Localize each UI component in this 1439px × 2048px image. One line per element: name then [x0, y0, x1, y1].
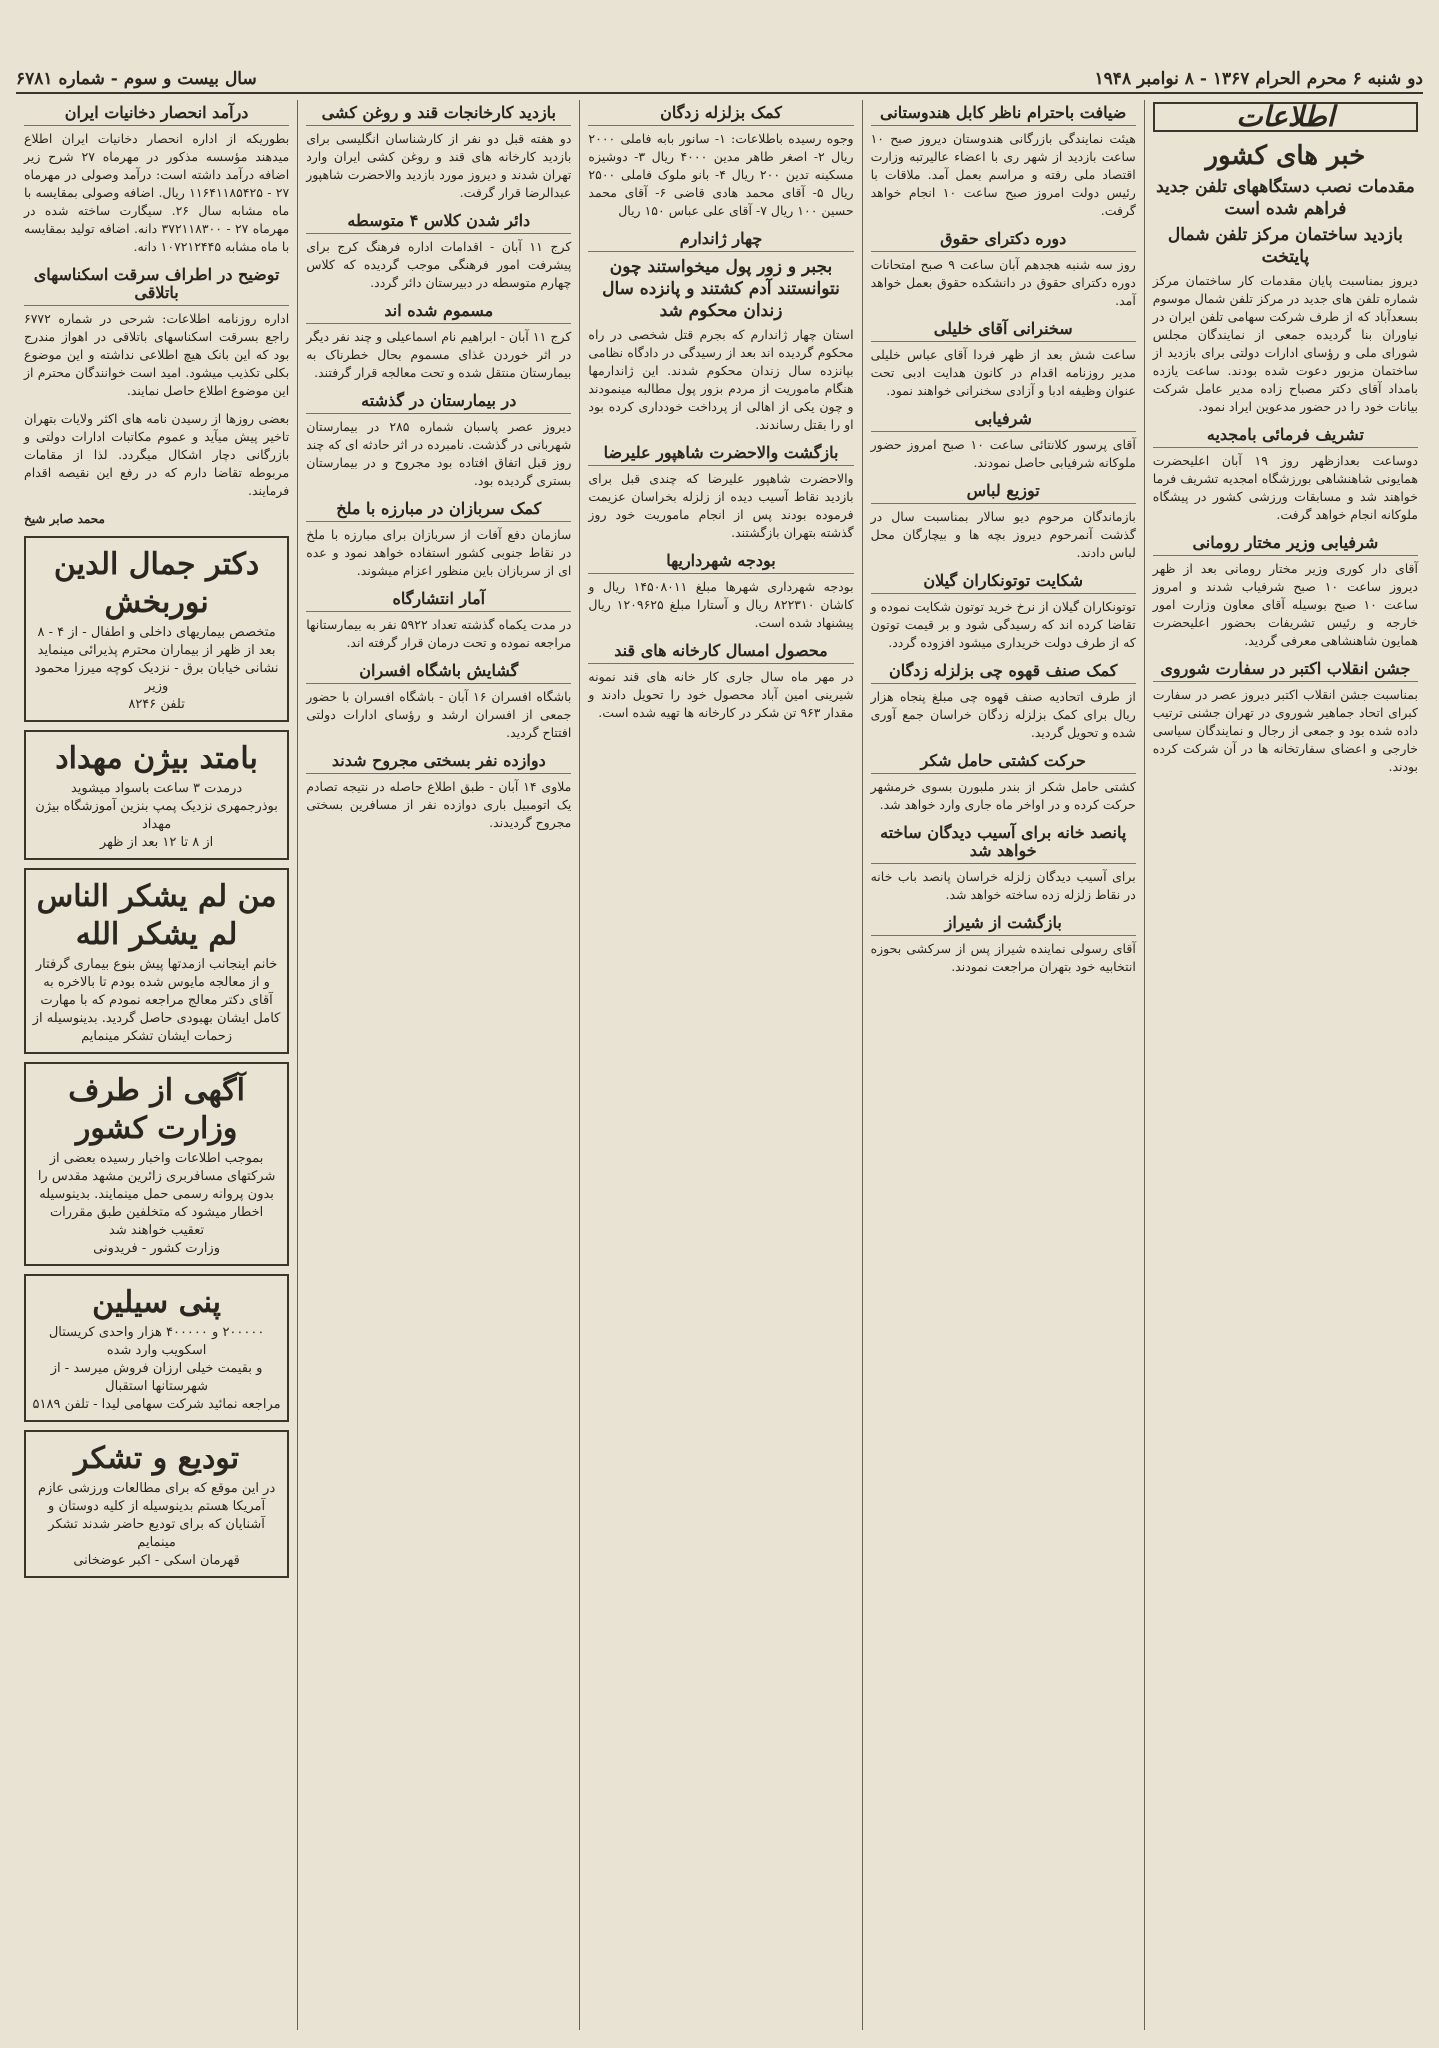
- article: [588, 104, 853, 220]
- article-title: در بیمارستان در گذشته: [306, 392, 571, 414]
- article-body: دو هفته قبل دو نفر از کارشناسان انگلیسی برای بازدید کارخانه های قند و روغن کشی ایران وارد تهران شدند و دیروز مورد بازدید والاحضرت شاهپور عبدالرضا قرار گرفت.: [306, 131, 572, 200]
- article-title: بودجه شهرداریها: [588, 552, 853, 574]
- article-title: بازگشت از شیراز: [871, 914, 1136, 936]
- article-title: کمک سربازان در مبارزه با ملخ: [306, 500, 571, 522]
- ad-line: مراجعه نمائید شرکت سهامی لیدا - تلفن ۵۱۸۹: [32, 1397, 281, 1412]
- article-body: آقای پرسور کلانتائی ساعت ۱۰ صبح امروز حضور ملوکانه شرفیابی حاصل نمودند.: [870, 437, 1136, 470]
- article-body: بودجه شهرداری شهرها مبلغ ۱۴۵۰۸۰۱۱ ریال و کاشان ۸۲۲۳۱۰ ریال و آستارا مبلغ ۱۲۰۹۶۲۵ ریال پیشنهاد شده است.: [588, 579, 854, 630]
- article-body: بمناسبت جشن انقلاب اکتبر دیروز عصر در سفارت کبرای اتحاد جماهیر شوروی در تهران جشنی ترتیب داده شده بود و جمعی از رجال و نمایندگان سیاسی خارجی و اعضای سفارتخانه ها در آن شرکت کرده بودند.: [1152, 687, 1418, 774]
- advertisement: [24, 1062, 289, 1266]
- advertisement: [24, 536, 289, 722]
- ad-headline: من لم یشکر الناس لم یشکر الله: [36, 879, 277, 952]
- ad-line: بوذرجمهری نزدیک پمپ بنزین آموزشگاه بیژن مهداد: [35, 799, 278, 832]
- article: [306, 662, 571, 742]
- ad-line: وزارت کشور - فریدونی: [93, 1241, 220, 1256]
- article-lead: بازدید ساختمان مرکز تلفن شمال پایتخت: [1167, 225, 1403, 267]
- article: [1153, 534, 1418, 650]
- article-title: کمک صنف قهوه چی بزلزله زدگان: [871, 662, 1136, 684]
- article-title: دائر شدن کلاس ۴ متوسطه: [306, 212, 571, 234]
- article-body: سازمان دفع آفات از سربازان برای مبارزه با ملخ در نقاط جنوبی کشور استفاده خواهد نمود و عده ای از سربازان باین منظور اعزام میشوند.: [306, 527, 572, 578]
- ad-headline: بامتد بیژن مهداد: [55, 741, 258, 776]
- article-title: کمک بزلزله زدگان: [588, 104, 853, 126]
- article: [588, 444, 853, 542]
- article-body: در مهر ماه سال جاری کار خانه های قند نمونه شیرینی امین آباد محصول خود را تحویل دادند و مقدار ۹۶۳ تن شکر در کارخانه ها تهیه شده است.: [588, 669, 854, 720]
- article-title: شرفیابی وزیر مختار رومانی: [1153, 534, 1418, 556]
- ad-line: ۲۰۰۰۰۰ و ۴۰۰۰۰۰ هزار واحدی کریستال اسکویب وارد شده: [48, 1325, 265, 1358]
- article-title: بازدید کارخانجات قند و روغن کشی: [306, 104, 571, 126]
- article-title: آمار انتشارگاه: [306, 590, 571, 612]
- article-signature: محمد صابر شیخ: [23, 512, 105, 526]
- newspaper-logo: اطلاعات: [1153, 102, 1418, 132]
- advertisement: [24, 868, 289, 1054]
- ad-headline: پنی سیلین: [92, 1285, 222, 1320]
- article-body: بازماندگان مرحوم دیو سالار بمناسبت سال در گذشت آنمرحوم دیروز بچه ها و بیچارگان محل لباس دادند.: [870, 509, 1136, 560]
- article-subtitle: بجبر و زور پول میخواستند چون نتوانستند آدم کشتند و پانزده سال زندان محکوم شد: [602, 257, 840, 321]
- article: [871, 230, 1136, 310]
- masthead: [16, 66, 1423, 94]
- ad-line: نشانی خیابان برق - نزدیک کوچه میرزا محمود وزیر: [34, 661, 279, 694]
- article-title: تشریف فرمائی بامجدیه: [1153, 426, 1418, 448]
- article-title: درآمد انحصار دخانیات ایران: [24, 104, 289, 126]
- article-body: کرج ۱۱ آبان - ابراهیم نام اسماعیلی و چند نفر دیگر در اثر خوردن غذای مسموم بحال خطرناک به بیمارستان منتقل شده و تحت معالجه قرار گرفتند.: [306, 329, 572, 380]
- ad-line: از ۸ تا ۱۲ بعد از ظهر: [99, 835, 214, 850]
- article-title: گشایش باشگاه افسران: [306, 662, 571, 684]
- advertisement: [24, 1274, 289, 1422]
- article-body: روز سه شنبه هجدهم آبان ساعت ۹ صبح امتحانات دوره دکترای حقوق در دانشکده حقوق بعمل خواهد آمد.: [870, 257, 1136, 308]
- article-title: چهار ژاندارم: [588, 230, 853, 252]
- article-body: اداره روزنامه اطلاعات: شرحی در شماره ۶۷۷۲ راجع بسرقت اسکناسهای باتلاقی در اهواز مندرج بود که این بانک هیچ اطلاعی نداشته و این موضوع بکلی تکذیب میشود. امید است خوانندگان محترم از این موضوع اطلاع حاصل نمایند.: [23, 311, 290, 398]
- article-body: بطوریکه از اداره انحصار دخانیات ایران اطلاع میدهند مؤسسه مذکور در مهرماه ۲۷ شرح زیر اضافه درآمد داشته است: درآمد وصولی در مهرماه ۲۷ - ۱۱۶۴۱۱۸۵۴۲۵ ریال. اضافه وصولی بمقایسه با ماه مشابه سال ۲۶. سیگارت ساخته شده در مهرماه ۲۷ - ۳۷۲۱۱۸۳۰۰ دانه. اضافه تولید بمقایسه با ماه مشابه ۱۰۷۲۱۲۴۴۵ دانه.: [23, 131, 290, 254]
- article: [306, 392, 571, 490]
- article-title: حرکت کشتی حامل شکر: [871, 752, 1136, 774]
- article: [588, 552, 853, 632]
- article-title: شرفیابی: [871, 410, 1136, 432]
- article: [871, 410, 1136, 472]
- column-1: [1144, 100, 1426, 2030]
- masthead-issue: سال بیست و سوم - شماره ۶۷۸۱: [16, 69, 257, 89]
- article: [24, 104, 289, 256]
- ad-line: در این موقع که برای مطالعات ورزشی عازم آمریکا هستم بدینوسیله از کلیه دوستان و آشنایان که برای تودیع حاضر شدند تشکر مینمایم: [37, 1481, 276, 1550]
- article-title: سخنرانی آقای خلیلی: [871, 320, 1136, 342]
- ad-line: خانم اینجانب ازمدتها پیش بنوع بیماری گرفتار و از معالجه مایوس شده بودم تا بالاخره به آقای دکتر معالج مراجعه نمودم که با مهارت کامل ایشان بهبودی حاصل گردید. بدینوسیله از زحمات ایشان تشکر مینمایم: [32, 957, 281, 1044]
- article: [24, 410, 289, 500]
- article-body: استان چهار ژاندارم که بجرم قتل شخصی در راه محکوم گردیده اند بعد از رسیدگی در دادگاه نظامی بپانزده سال زندان محکوم شدند. این ژاندارمها هنگام ماموریت از مردم بزور پول مطالبه مینمودند و چون یکی از اهالی از پرداخت خودداری کرده بود او را بقتل رساندند.: [588, 327, 854, 432]
- article-title: مسموم شده اند: [306, 302, 571, 324]
- article-title: خبر های کشور: [1205, 141, 1366, 171]
- article: [306, 302, 571, 382]
- article-body: وجوه رسیده باطلاعات: ۱- سانور بابه فاملی ۲۰۰۰ ریال ۲- اصغر طاهر مدین ۴۰۰۰ ریال ۳- دوشیزه مسکینه تدین ۲۰۰ ریال ۴- بانو ملوک فاملی ۲۵۰۰ ریال ۵- آقای محمد هادی قاضی ۶- آقای محمد حسین ۱۰۰ ریال ۷- آقای علی عباس ۱۵۰ ریال: [588, 131, 854, 218]
- article: [871, 572, 1136, 652]
- article-body: باشگاه افسران ۱۶ آبان - باشگاه افسران با حضور جمعی از افسران ارشد و رؤسای ادارات دولتی افتتاح گردید.: [306, 689, 572, 740]
- article-body: والاحضرت شاهپور علیرضا که چندی قبل برای بازدید نقاط آسیب دیده از زلزله بخراسان عزیمت فرموده بودند پس از انجام ماموریت خود روز گذشته بتهران بازگشتند.: [588, 471, 854, 540]
- article: [24, 266, 289, 400]
- article-title: پانصد خانه برای آسیب دیدگان ساخته خواهد شد: [871, 824, 1136, 864]
- article-body: ملاوی ۱۴ آبان - طبق اطلاع حاصله در نتیجه تصادم یک اتومبیل باری دوازده نفر از مسافرین بسختی مجروح گردیدند.: [306, 779, 572, 830]
- article: [871, 482, 1136, 562]
- article-subtitle: مقدمات نصب دستگاههای تلفن جدید فراهم شده است: [1156, 177, 1415, 219]
- advertisement: [24, 730, 289, 860]
- ad-line: بموجب اطلاعات واخبار رسیده بعضی از شرکتهای مسافربری زائرین مشهد مقدس را بدون پروانه رسمی حمل مینمایند. بدینوسیله اخطار میشود که متخلفین طبق مقررات تعقیب خواهند شد: [37, 1151, 276, 1238]
- article: [306, 104, 571, 202]
- article-body: دیروز عصر پاسبان شماره ۲۸۵ در بیمارستان شهربانی در گذشت. نامبرده در اثر حادثه ای که چند روز قبل اتفاق افتاده بود مجروح و در بیمارستان بستری گردیده بود.: [306, 419, 572, 488]
- ad-headline: دکتر جمال الدین نوربخش: [53, 547, 260, 620]
- article-body: توتونکاران گیلان از نرخ خرید توتون شکایت نموده و تقاضا کرده اند که رسیدگی شود و بر قیمت توتون که از طرف دولت خریداری میشود افزوده گردد.: [870, 599, 1136, 650]
- article: [588, 230, 853, 434]
- article-title: محصول امسال کارخانه های قند: [588, 642, 853, 664]
- article-title: شکایت توتونکاران گیلان: [871, 572, 1136, 594]
- article-body: هیئت نمایندگی بازرگانی هندوستان دیروز صبح ۱۰ ساعت بازدید از شهر ری با اعضاء عالیرتبه وزارت اقتصاد ملی رفته و مراسم بعمل آمد. ملاقات با رئیس دولت امروز صبح ساعت ۱۰ انجام خواهد گرفت.: [870, 131, 1136, 218]
- article: [306, 752, 571, 832]
- article-body: آقای رسولی نماینده شیراز پس از سرکشی بحوزه انتخابیه خود بتهران مراجعت نمودند.: [870, 941, 1136, 974]
- article: [1153, 426, 1418, 524]
- article-title: ضیافت باحترام ناظر کابل هندوستانی: [871, 104, 1136, 126]
- article-body: آقای دار کوری وزیر مختار رومانی بعد از ظهر دیروز ساعت ۱۰ صبح شرفیاب شدند و امروز ساعت ۱۰ صبح بوسیله آقای معاون وزارت امور خارجه و رئیس تشریفات بحضور اعلیحضرت همایون شاهنشاهی معرفی گردید.: [1152, 561, 1418, 648]
- article: [588, 642, 853, 722]
- column-2: [862, 100, 1144, 2030]
- article: [871, 914, 1136, 976]
- ad-line: و بقیمت خیلی ارزان فروش میرسد - از شهرستانها استقبال: [50, 1361, 263, 1394]
- ad-line: متخصص بیماریهای داخلی و اطفال - از ۴ - ۸ بعد از ظهر از بیماران محترم پذیرائی مینماید: [37, 625, 276, 658]
- article: [306, 590, 571, 652]
- article: [871, 752, 1136, 814]
- article-body: دوساعت بعدازظهر روز ۱۹ آبان اعلیحضرت همایونی شاهنشاهی بورزشگاه امجدیه تشریف فرما خواهند شد و مسابقات ورزشی کشور در پیشگاه ملوکانه انجام خواهد گرفت.: [1152, 453, 1418, 522]
- article-body: کشتی حامل شکر از بندر ملبورن بسوی خرمشهر حرکت کرده و در اواخر ماه جاری وارد خواهد شد.: [870, 779, 1136, 812]
- ad-line: تلفن ۸۲۴۶: [128, 697, 185, 712]
- advertisement: [24, 1430, 289, 1578]
- article: [871, 104, 1136, 220]
- article: [871, 662, 1136, 742]
- masthead-date: دو شنبه ۶ محرم الحرام ۱۳۶۷ - ۸ نوامبر ۱۹۴۸: [1094, 69, 1423, 89]
- columns: [16, 100, 1426, 2030]
- article: [306, 500, 571, 580]
- article-body: کرج ۱۱ آبان - اقدامات اداره فرهنگ کرج برای پیشرفت امور فرهنگی موجب گردیده که کلاس چهارم متوسطه در دبیرستان دائر گردد.: [306, 239, 572, 290]
- article-title: بازگشت والاحضرت شاهپور علیرضا: [588, 444, 853, 466]
- ad-headline: تودیع و تشکر: [74, 1441, 240, 1476]
- article: [1153, 140, 1418, 416]
- article-body: ساعت شش بعد از ظهر فردا آقای عباس خلیلی مدیر روزنامه اقدام در کانون هدایت ادبی تحت عنوان وظیفه ادبا و آزادی سخنرانی خواهند نمود.: [870, 347, 1136, 398]
- ad-line: درمدت ۳ ساعت باسواد میشوید: [70, 781, 243, 796]
- article-body: در مدت یکماه گذشته تعداد ۵۹۲۲ نفر به بیمارستانها مراجعه نموده و تحت درمان قرار گرفته اند.: [306, 617, 572, 650]
- article-title: دوره دکترای حقوق: [871, 230, 1136, 252]
- article-title: دوازده نفر بسختی مجروح شدند: [306, 752, 571, 774]
- article: [871, 320, 1136, 400]
- article-body: دیروز بمناسبت پایان مقدمات کار ساختمان مرکز شماره تلفن های جدید در مرکز تلفن شمال موسوم بسعدآباد که از طرف شرکت سهامی تلفن ایران در نیاوران بنا گردیده جمعی از نمایندگان مجلس شورای ملی و رؤسای ادارات دولتی برای بازدید از ساختمان مزبور دعوت شده بودند. ساعت یازده بامداد آقای دکتر مصباح زاده مدیر عامل شرکت بیانات خود را در حضور مدعوین ایراد نمود.: [1152, 273, 1418, 414]
- article-title: توزیع لباس: [871, 482, 1136, 504]
- column-5: [16, 100, 297, 2030]
- article: [871, 824, 1136, 904]
- article-body: برای آسیب دیدگان زلزله خراسان پانصد باب خانه در نقاط زلزله زده ساخته خواهد شد.: [870, 869, 1136, 902]
- article-body: بعضی روزها از رسیدن نامه های اکثر ولایات بتهران تاخیر پیش میآید و عموم مکاتبات ادارات دولتی و بازرگانی دچار اشکال میگردد. لذا از مقامات مربوطه تقاضا دارم که در رفع این نقیصه اقدام فرمایند.: [23, 411, 290, 498]
- column-4: [297, 100, 579, 2030]
- ad-line: قهرمان اسکی - اکبر عوضخانی: [73, 1553, 240, 1568]
- article: [1153, 660, 1418, 776]
- article-title: جشن انقلاب اکتبر در سفارت شوروی: [1153, 660, 1418, 682]
- ad-headline: آگهی از طرف وزارت کشور: [68, 1073, 245, 1146]
- article: [306, 212, 571, 292]
- article-title: توضیح در اطراف سرقت اسکناسهای باتلاقی: [24, 266, 289, 306]
- column-3: [579, 100, 861, 2030]
- article-body: از طرف اتحادیه صنف قهوه چی مبلغ پنجاه هزار ریال برای کمک بزلزله زدگان خراسان جمع آوری شده و تحویل گردید.: [870, 689, 1136, 740]
